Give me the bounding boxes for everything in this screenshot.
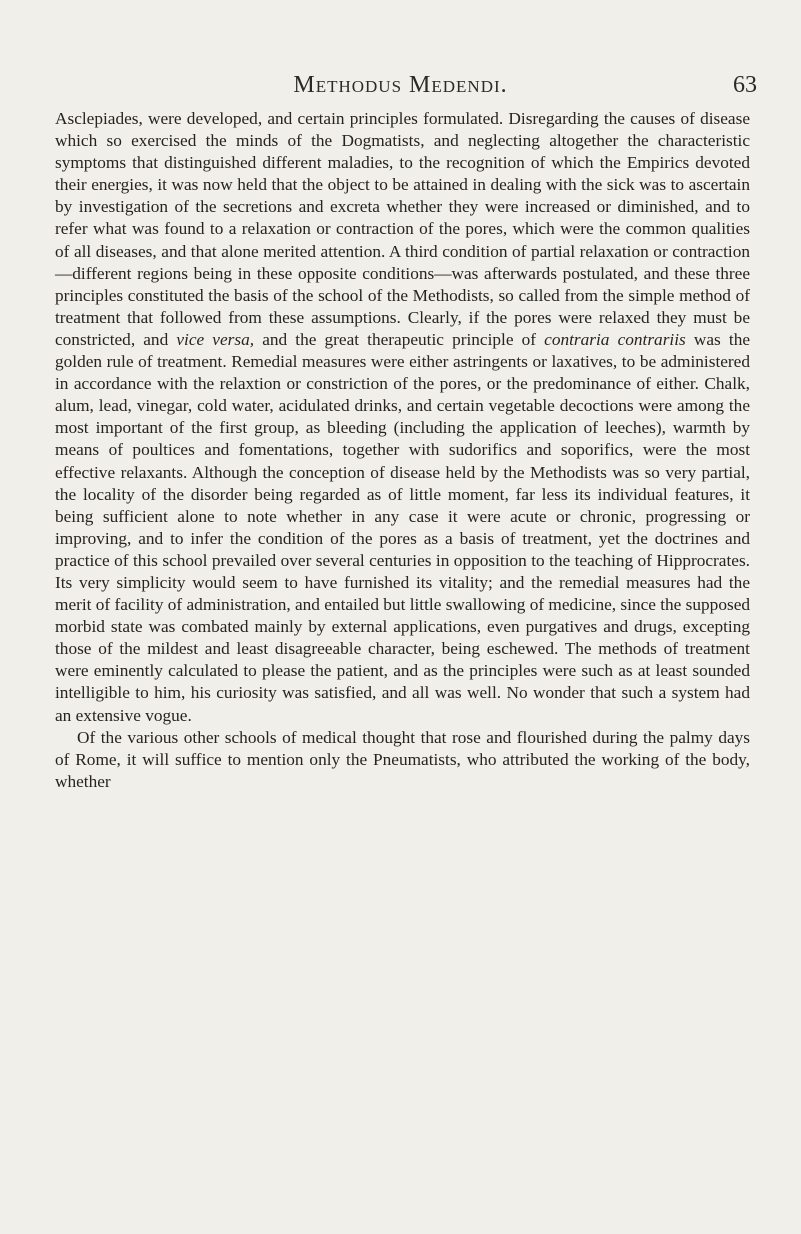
- body-text: [55, 108, 750, 793]
- page-number: 63: [733, 72, 757, 98]
- page-header: [0, 72, 801, 106]
- paragraph-text: Of the various other schools of medical thought that rose and flourished during the palmy days of Rome, it will suffice to mention only the Pneumatists, who attributed the working of the body, whether: [55, 727, 750, 791]
- paragraph-asclepiades: [55, 108, 750, 727]
- italic-phrase-vice-versa: vice versa,: [176, 329, 255, 349]
- paragraph-pneumatists: [55, 727, 750, 793]
- paragraph-text: Asclepiades, were developed, and certain principles formulated. Disregarding the causes of disease which so exercised the minds of the Dogmatists, and neglecting altogether the characteristic symptoms that distinguished different maladies, to the recognition of which the Empirics devoted their energies, it was now held that the object to be attained in dealing with the sick was to ascertain by investigation of the secretions and excreta whether they were increased or diminished, and to refer what was found to a relaxation or contraction of the pores, which were the common qualities of all diseases, and that alone merited attention. A third condition of partial relaxation or contraction—different regions being in these opposite conditions—was afterwards postulated, and these three principles constituted the basis of the school of the Methodists, so called from the simple method of treatment that followed from these assumptions. Clearly, if the pores were relaxed they must be constricted, and: [55, 109, 750, 349]
- running-title: Methodus Medendi.: [293, 72, 508, 98]
- italic-phrase-contraria-contrariis: contraria contrariis: [544, 329, 686, 349]
- paragraph-text: was the golden rule of treatment. Remedial measures were either astringents or laxatives, to be administered in accordance with the relaxtion or constriction of the pores, or the predominance of either. Chalk, alum, lead, vinegar, cold water, acidulated drinks, and certain vegetable decoctions were among the most important of the first group, as bleeding (including the application of leeches), warmth by means of poultices and fomentations, together with sudorifics and soporifics, were the most effective relaxants. Although the conception of disease held by the Methodists was so very partial, the locality of the disorder being regarded as of little moment, far less its individual features, it being sufficient alone to note whether in any case it were acute or chronic, progressing or improving, and to infer the condition of the pores as a basis of treatment, yet the doctrines and practice of this school prevailed over several centuries in opposition to the teaching of Hipprocrates. Its very simplicity would seem to have furnished its vitality; and the remedial measures had the merit of facility of administration, and entailed but little swallowing of medicine, since the supposed morbid state was combated mainly by external applications, even purgatives and drugs, excepting those of the mildest and least disagreeable character, being eschewed. The methods of treatment were eminently calculated to please the patient, and as the principles were such as at least sounded intelligible to him, his curiosity was satisfied, and all was well. No wonder that such a system had an extensive vogue.: [55, 329, 750, 725]
- paragraph-text: and the great therapeutic principle of: [254, 329, 545, 349]
